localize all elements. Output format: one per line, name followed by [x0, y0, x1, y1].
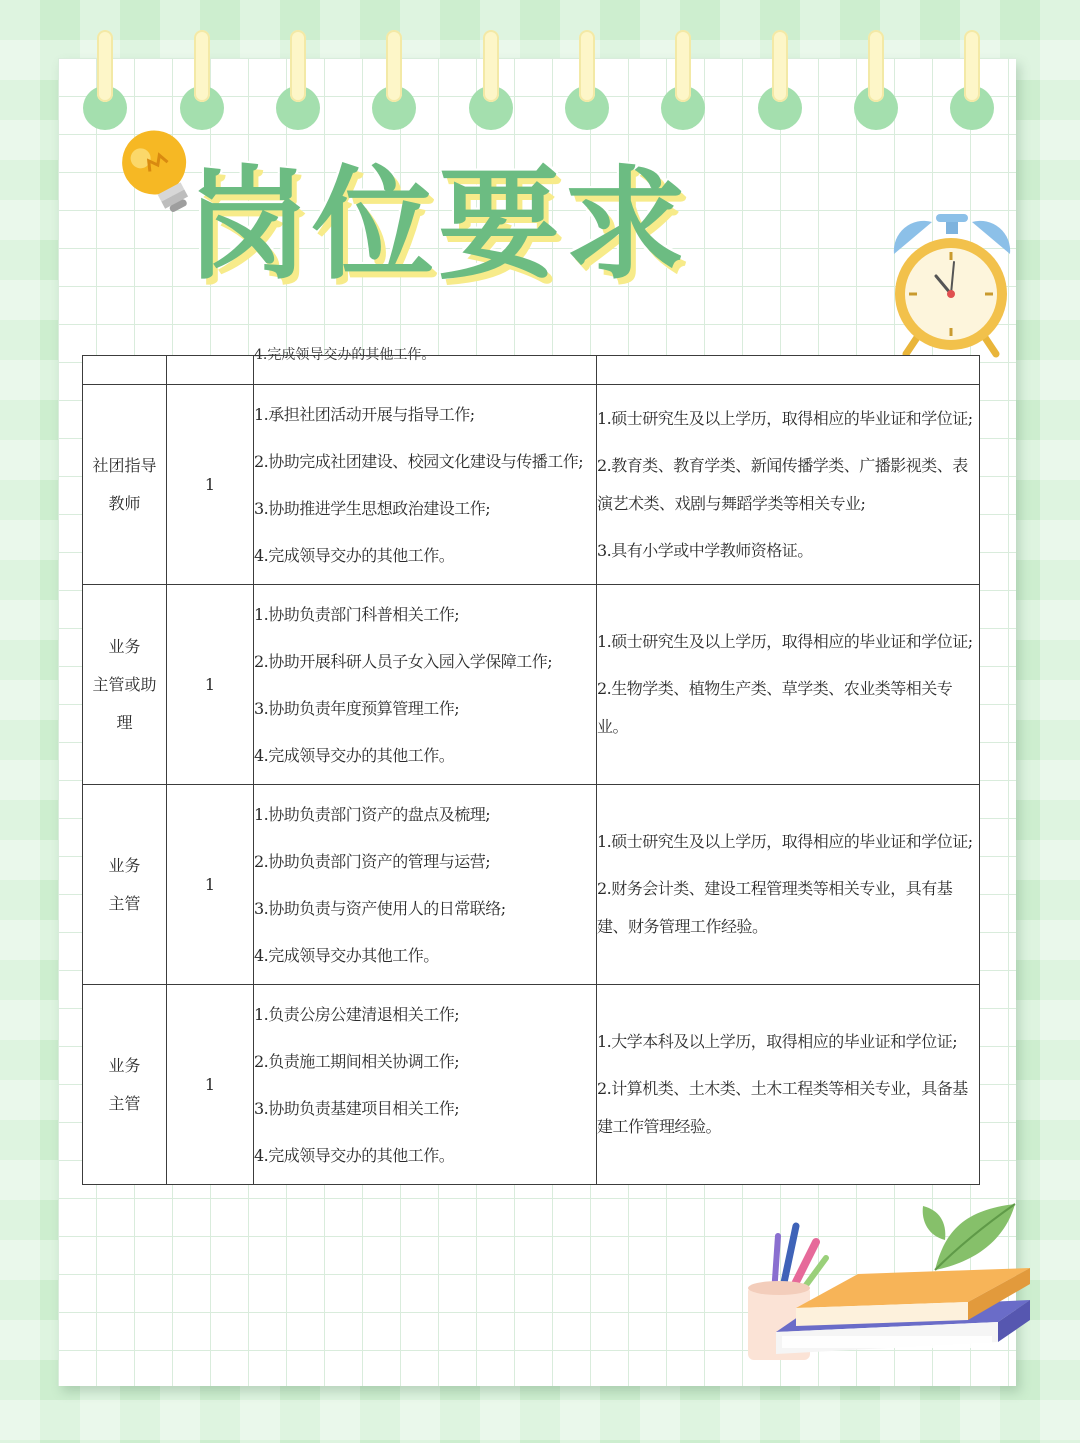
requirements-cell: 1.硕士研究生及以上学历，取得相应的毕业证和学位证; 2.生物学类、植物生产类、草学类、农业类等相关专业。: [597, 585, 980, 785]
table-row: [83, 385, 980, 585]
duties-cell: 1.协助负责部门科普相关工作; 2.协助开展科研人员子女入园入学保障工作; 3.协助负责年度预算管理工作; 4.完成领导交办的其他工作。: [254, 585, 597, 785]
count-cell: 1: [167, 785, 254, 985]
books-icon: [768, 1262, 1034, 1366]
requirements-cell: 1.硕士研究生及以上学历，取得相应的毕业证和学位证; 2.教育类、教育学类、新闻传播学类、广播影视类、表演艺术类、戏剧与舞蹈学类等相关专业; 3.具有小学或中学教师资格证。: [597, 385, 980, 585]
binding-ring: [192, 30, 212, 108]
duties-cell: 1.负责公房公建清退相关工作; 2.负责施工期间相关协调工作; 3.协助负责基建项目相关工作; 4.完成领导交办的其他工作。: [254, 985, 597, 1185]
binding-ring: [384, 30, 404, 108]
count-cell: 1: [167, 985, 254, 1185]
duty-fragment: 4.完成领导交办的其他工作。: [254, 347, 436, 363]
duties-cell: 1.协助负责部门资产的盘点及梳理; 2.协助负责部门资产的管理与运营; 3.协助负责与资产使用人的日常联络; 4.完成领导交办其他工作。: [254, 785, 597, 985]
count-cell: 1: [167, 385, 254, 585]
binding-ring: [866, 30, 886, 108]
table-row: [83, 785, 980, 985]
binding-ring: [770, 30, 790, 108]
count-cell: 1: [167, 585, 254, 785]
table-row: [83, 985, 980, 1185]
job-requirements-table: [82, 347, 980, 1185]
binding-ring: [95, 30, 115, 108]
table-row: [83, 585, 980, 785]
binding-ring: [673, 30, 693, 108]
binding-ring: [962, 30, 982, 108]
requirements-cell: 1.硕士研究生及以上学历，取得相应的毕业证和学位证; 2.财务会计类、建设工程管理类等相关专业，具有基建、财务管理工作经验。: [597, 785, 980, 985]
page-title: 岗位要求: [186, 154, 690, 296]
position-cell: 业务 主管: [83, 985, 167, 1185]
binding-ring: [577, 30, 597, 108]
binding-ring: [288, 30, 308, 108]
alarm-clock-icon: [884, 208, 1020, 358]
position-cell: 业务 主管: [83, 785, 167, 985]
requirements-cell: 1.大学本科及以上学历，取得相应的毕业证和学位证; 2.计算机类、土木类、土木工程类等相关专业，具备基建工作管理经验。: [597, 985, 980, 1185]
position-cell: 业务 主管或助 理: [83, 585, 167, 785]
position-cell: 社团指导 教师: [83, 385, 167, 585]
duties-cell: 1.承担社团活动开展与指导工作; 2.协助完成社团建设、校园文化建设与传播工作; 3.协助推进学生思想政治建设工作; 4.完成领导交办的其他工作。: [254, 385, 597, 585]
table-row-fragment: [83, 356, 980, 385]
binding-ring: [481, 30, 501, 108]
